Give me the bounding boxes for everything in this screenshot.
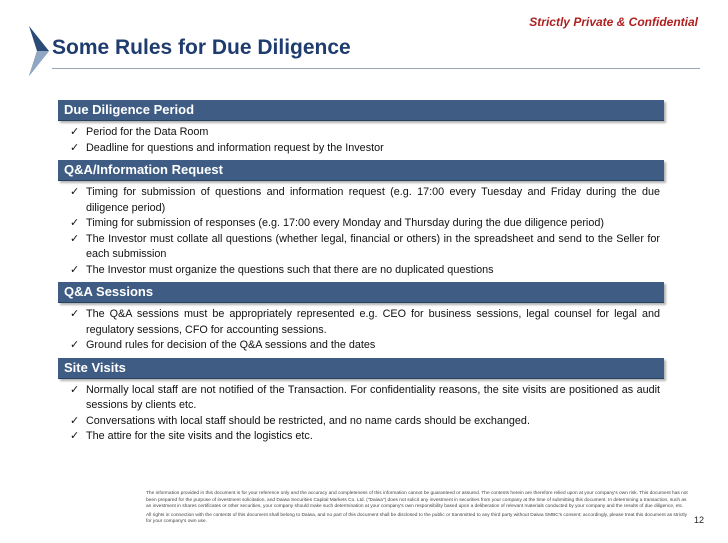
section-header: Site Visits: [58, 358, 664, 379]
list-item-text: Timing for submission of questions and information request (e.g. 17:00 every Tuesday and Friday during the due diligence period): [86, 186, 660, 214]
checkmark-icon: ✓: [70, 186, 80, 198]
checkmark-icon: ✓: [70, 141, 80, 154]
list-item: [64, 232, 660, 263]
section-header: Q&A Sessions: [58, 282, 664, 303]
list-item: [64, 216, 660, 232]
checkmark-icon: ✓: [70, 308, 80, 320]
list-item-text: The Q&A sessions must be appropriately represented e.g. CEO for business sessions, legal counsel for legal and regulatory sessions, CFO for accounting sessions.: [86, 308, 660, 336]
list-item-text: Conversations with local staff should be restricted, and no name cards should be exchanged.: [86, 414, 530, 427]
section-site-visits: [58, 358, 664, 445]
list-item-text: Period for the Data Room: [86, 126, 209, 138]
list-item: [64, 125, 660, 141]
list-item-text: Deadline for questions and information request by the Investor: [86, 141, 384, 154]
list-item-text: Timing for submission of responses (e.g. 17:00 every Monday and Thursday during the due diligence period): [86, 217, 604, 229]
list-item-text: The Investor must collate all questions (whether legal, financial or others) in the spreadsheet and send to the Seller for each submission: [86, 232, 660, 260]
list-item: [64, 383, 660, 414]
list-item: [64, 414, 660, 430]
section-list: [58, 307, 664, 354]
list-item: [64, 185, 660, 216]
checkmark-icon: ✓: [70, 232, 80, 245]
section-header: Q&A/Information Request: [58, 160, 664, 181]
checkmark-icon: ✓: [70, 126, 80, 138]
rules-sections: [58, 100, 664, 449]
section-due-diligence-period: [58, 100, 664, 156]
checkmark-icon: ✓: [70, 263, 80, 276]
list-item-text: Normally local staff are not notified of the Transaction. For confidentiality reasons, the site visits are positioned as audit sessions by clients etc.: [86, 383, 660, 411]
section-qa-sessions: [58, 282, 664, 354]
chevron-logo-icon: [27, 26, 49, 76]
list-item: [64, 338, 660, 354]
confidential-label: Strictly Private & Confidential: [529, 15, 698, 29]
list-item: [64, 263, 660, 279]
section-list: [58, 185, 664, 278]
list-item: [64, 307, 660, 338]
list-item: [64, 429, 660, 445]
checkmark-icon: ✓: [70, 339, 80, 351]
checkmark-icon: ✓: [70, 430, 80, 442]
list-item: [64, 141, 660, 157]
list-item-text: Ground rules for decision of the Q&A sessions and the dates: [86, 339, 376, 351]
disclaimer-paragraph: All rights in connection with the contents of this document shall belong to Daiwa, and no part of this document shall be disclosed to the public or transmitted to any third party without Daiwa SMBC's consent; accordingly, please treat this document as strictly for your company's own use.: [146, 512, 688, 525]
page-title: Some Rules for Due Diligence: [52, 36, 351, 59]
checkmark-icon: ✓: [70, 217, 80, 229]
section-qa-information-request: [58, 160, 664, 278]
list-item-text: The Investor must organize the questions such that there are no duplicated questions: [86, 263, 494, 276]
checkmark-icon: ✓: [70, 383, 80, 396]
page-number: 12: [693, 515, 704, 525]
list-item-text: The attire for the site visits and the logistics etc.: [86, 430, 313, 442]
title-divider: [52, 68, 700, 69]
disclaimer-paragraph: The information provided in this document is for your reference only and the accuracy and completeness of this information cannot be guaranteed or assured. The contents herein are therefore relied upon at your company's own risk. This document has not been prepared for the purpose of investment solicitation, and Daiwa Securities Capital Markets Co. Ltd. ("Daiwa") does not solicit any investment in securities from your company at the time of submitting this document. In determining a transaction, such as an investment in shares certificates or other securities, your company should make such determination at your company's own responsibility based upon a deliberation of relevant materials conducted by your company and the results of due diligence, etc.: [146, 491, 688, 510]
section-header: Due Diligence Period: [58, 100, 664, 121]
disclaimer: [146, 491, 692, 528]
section-list: [58, 383, 664, 445]
checkmark-icon: ✓: [70, 414, 80, 427]
section-list: [58, 125, 664, 156]
